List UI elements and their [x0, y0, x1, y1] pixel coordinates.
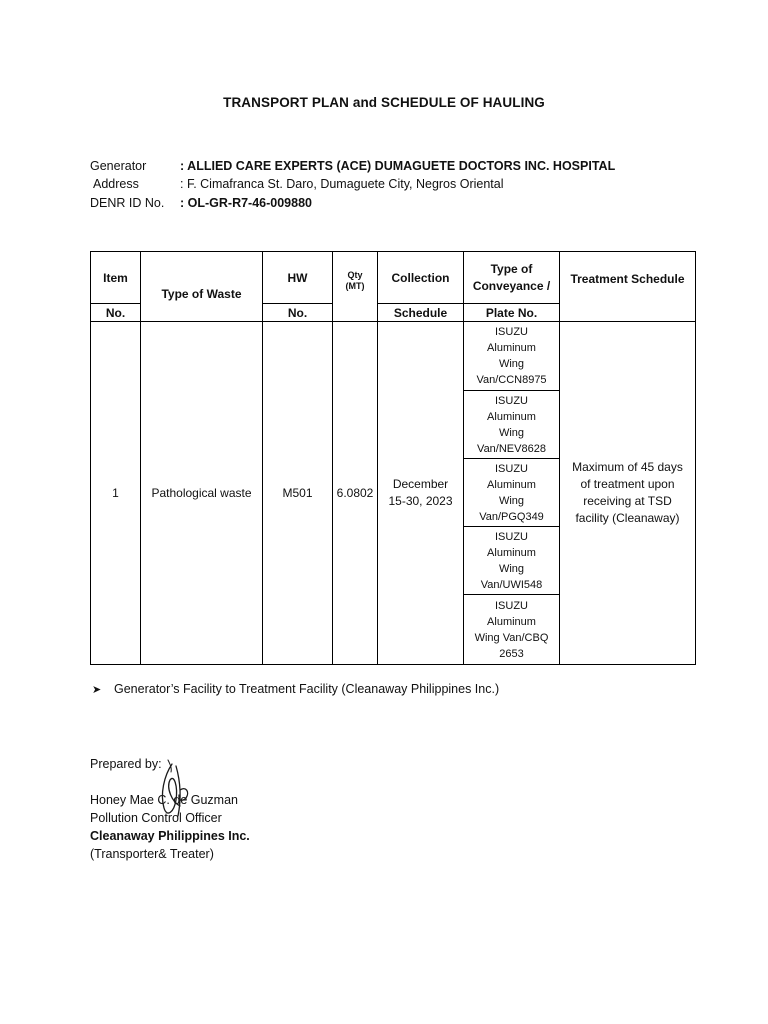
vehicle-line: Wing [498, 562, 525, 575]
header-qty [333, 252, 378, 322]
header-item-no: No. [91, 304, 141, 322]
header-qty-line2: (MT) [345, 280, 365, 291]
row-collection-line1: December [392, 477, 449, 491]
preparer-position: Pollution Control Officer [90, 811, 222, 825]
treatment-line2: of treatment upon [580, 477, 675, 491]
header-qty-line1: Qty [347, 269, 363, 280]
vehicle-line: Wing Van/CBQ [474, 631, 549, 644]
address-line [90, 175, 504, 193]
header-type-of-waste: Type of Waste [141, 252, 263, 322]
hauling-table [90, 251, 696, 665]
header-conveyance-line2: Conveyance / [472, 278, 551, 293]
denr-label: DENR ID No. [90, 196, 165, 210]
vehicle-line: Aluminum [487, 546, 536, 559]
route-note [92, 682, 499, 696]
header-hw-no: No. [263, 304, 333, 322]
vehicle-line: ISUZU [495, 462, 528, 475]
vehicle-cell [464, 322, 560, 391]
generator-value: : ALLIED CARE EXPERTS (ACE) DUMAGUETE DOCTORS INC. HOSPITAL [180, 159, 616, 173]
row-collection-line2: 15-30, 2023 [388, 494, 453, 508]
vehicle-cell [464, 527, 560, 595]
address-label: Address [93, 177, 139, 191]
denr-line [90, 194, 312, 212]
row-collection [378, 322, 464, 665]
vehicle-line: Wing [498, 426, 525, 439]
row-hw: M501 [263, 322, 333, 665]
header-treatment: Treatment Schedule [560, 252, 696, 322]
vehicle-plate: Van/PGQ349 [479, 510, 544, 523]
generator-label: Generator [90, 159, 147, 173]
arrowhead-bullet-icon: ➤ [92, 684, 102, 696]
vehicle-plate: Van/CCN8975 [476, 374, 547, 386]
vehicle-line: ISUZU [495, 394, 528, 407]
treatment-line3: receiving at TSD [583, 494, 672, 508]
vehicle-line: Wing [498, 494, 525, 507]
denr-value: : OL-GR-R7-46-009880 [180, 196, 312, 210]
header-conveyance-line1: Type of [490, 261, 533, 276]
route-note-text: Generator’s Facility to Treatment Facility (Cleanaway Philippines Inc.) [114, 682, 500, 696]
header-item: Item [91, 252, 141, 304]
preparer-company: Cleanaway Philippines Inc. [90, 829, 250, 843]
row-waste: Pathological waste [141, 322, 263, 665]
header-hw: HW [263, 252, 333, 304]
vehicle-line: ISUZU [495, 530, 528, 543]
vehicle-line: Aluminum [487, 342, 536, 354]
vehicle-cell [464, 459, 560, 527]
vehicle-line: ISUZU [495, 326, 528, 338]
vehicle-cell [464, 391, 560, 459]
preparer-name: Honey Mae C. de Guzman [90, 793, 238, 807]
prepared-by-label: Prepared by: [90, 757, 162, 771]
vehicle-cell [464, 595, 560, 665]
vehicle-line: Aluminum [487, 410, 536, 423]
generator-line [90, 157, 615, 175]
vehicle-line: Wing [498, 358, 525, 370]
header-collection-schedule: Schedule [378, 304, 464, 322]
header-conveyance [464, 252, 560, 304]
vehicle-plate: Van/NEV8628 [477, 442, 546, 455]
row-treatment [560, 322, 696, 665]
vehicle-plate: Van/UWI548 [480, 578, 543, 591]
vehicle-plate: 2653 [499, 647, 524, 660]
address-value: : F. Cimafranca St. Daro, Dumaguete City, Negros Oriental [180, 177, 504, 191]
treatment-line4: facility (Cleanaway) [575, 511, 680, 525]
row-qty: 6.0802 [333, 322, 378, 665]
handwritten-signature-icon [150, 756, 210, 826]
vehicle-line: Aluminum [487, 478, 536, 491]
preparer-role: (Transporter& Treater) [90, 847, 214, 861]
treatment-line1: Maximum of 45 days [572, 460, 683, 474]
header-plate-no: Plate No. [464, 304, 560, 322]
header-collection: Collection [378, 252, 464, 304]
row-item: 1 [91, 322, 141, 665]
vehicle-line: ISUZU [495, 599, 528, 612]
vehicle-line: Aluminum [487, 615, 536, 628]
document-title: TRANSPORT PLAN and SCHEDULE OF HAULING [223, 95, 545, 110]
